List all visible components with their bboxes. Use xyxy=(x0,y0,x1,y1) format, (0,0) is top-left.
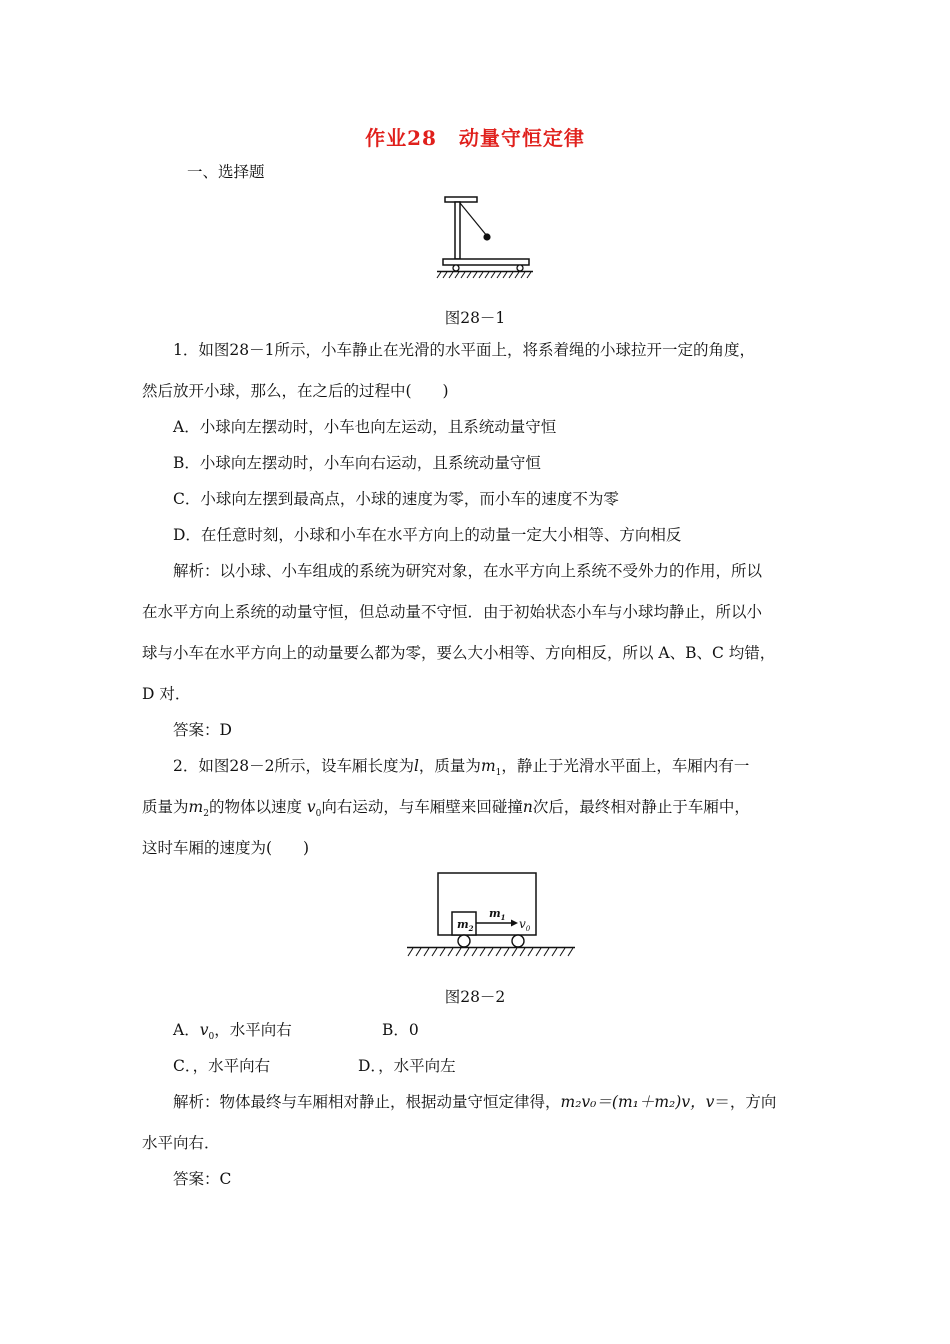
q1-answer: 答案：D xyxy=(173,721,232,739)
q1-option-d: D．在任意时刻，小球和小车在水平方向上的动量一定大小相等、方向相反 xyxy=(173,526,682,544)
q2-stem-line-3: 这时车厢的速度为( ) xyxy=(142,839,310,857)
q2-option-a: A．$v_0$，水平向右 xyxy=(173,1021,292,1043)
q1-option-b: B．小球向左摆动时，小车向右运动，且系统动量守恒 xyxy=(173,454,541,472)
q1-stem-line-2: 然后放开小球，那么，在之后的过程中( ) xyxy=(142,382,449,400)
q2-analysis-line-1: 解析：物体最终与车厢相对静止，根据动量守恒定律得，m₂v₀＝(m₁＋m₂)v，v＝，方向 xyxy=(173,1093,777,1111)
q1-option-a: A．小球向左摆动时，小车也向左运动，且系统动量守恒 xyxy=(173,418,557,436)
q1-option-c: C．小球向左摆到最高点，小球的速度为零，而小车的速度不为零 xyxy=(173,490,619,508)
q2-analysis-line-2: 水平向右． xyxy=(142,1134,220,1152)
title-topic: 动量守恒定律 xyxy=(458,126,585,150)
q2-option-c: C．，水平向右 xyxy=(173,1057,271,1075)
fig2-m1-label: $m_1$ xyxy=(489,907,506,922)
q1-analysis-line-1: 解析：以小球、小车组成的系统为研究对象，在水平方向上系统不受外力的作用，所以 xyxy=(173,562,763,580)
q2-stem-line-2: 质量为$m_2$的物体以速度 $v_0$向右运动，与车厢壁来回碰撞n次后，最终相对静止于车厢中， xyxy=(142,798,750,820)
section-heading: 一、选择题 xyxy=(187,163,265,181)
figure-28-2 xyxy=(405,870,577,962)
fig2-m2-label: $m_2$ xyxy=(457,918,474,933)
q1-analysis-line-3: 球与小车在水平方向上的动量要么都为零，要么大小相等、方向相反，所以 A、B、C 均错， xyxy=(142,644,776,662)
q2-answer: 答案：C xyxy=(173,1170,232,1188)
fig2-v0-label: $v_0$ xyxy=(519,917,531,933)
page-title xyxy=(0,122,950,151)
q1-stem-line-1: 1．如图28－1所示，小车静止在光滑的水平面上，将系着绳的小球拉开一定的角度， xyxy=(173,341,755,359)
q2-option-d: D．，水平向左 xyxy=(358,1057,456,1075)
q2-option-b: B．0 xyxy=(382,1021,419,1039)
q1-analysis-line-2: 在水平方向上系统的动量守恒，但总动量不守恒．由于初始状态小车与小球均静止，所以小 xyxy=(142,603,763,621)
q2-stem-line-1: 2．如图28－2所示，设车厢长度为l，质量为$m_1$，静止于光滑水平面上，车厢内有一 xyxy=(173,757,750,779)
figure-28-1-caption: 图28－1 xyxy=(444,309,506,327)
figure-28-2-caption: 图28－2 xyxy=(444,988,506,1006)
title-number: 作业28 xyxy=(365,126,437,150)
q1-analysis-line-4: D 对． xyxy=(142,685,191,703)
figure-28-1 xyxy=(435,192,537,280)
